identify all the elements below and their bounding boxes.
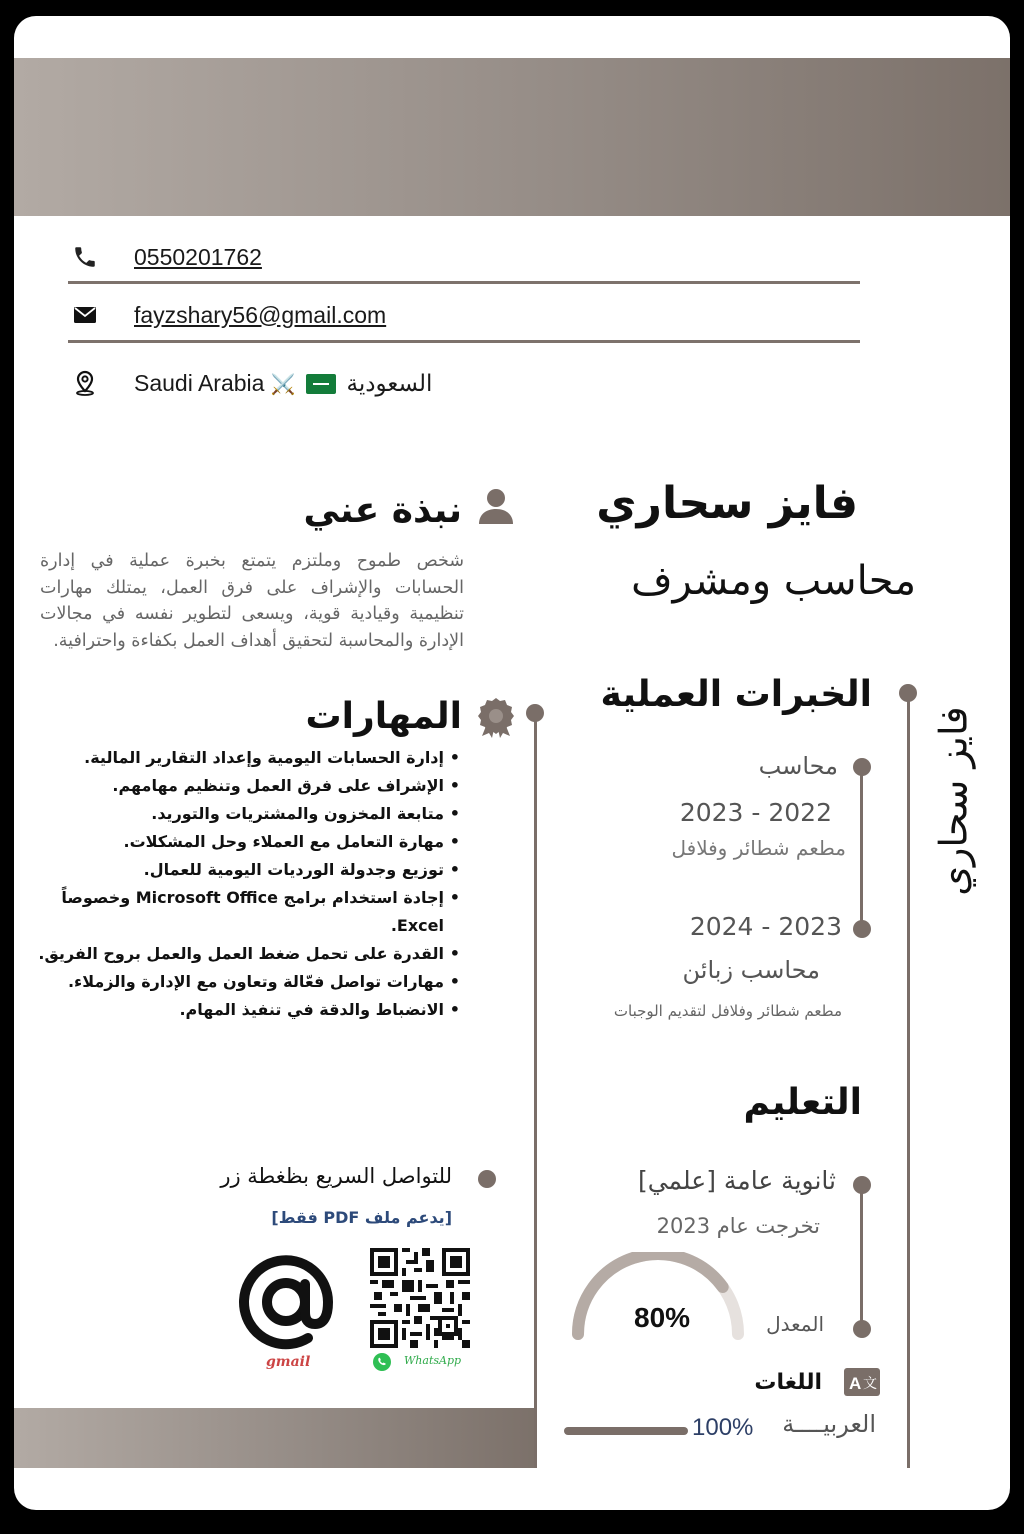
quick-contact-title: للتواصل السريع بظغطة زر <box>220 1164 452 1188</box>
signature <box>924 681 984 921</box>
job-title: محاسب ومشرف <box>631 558 916 604</box>
timeline-dot <box>478 1170 496 1188</box>
svg-text:A: A <box>849 1374 862 1393</box>
location-text <box>134 370 432 397</box>
experience-role: محاسب <box>758 752 838 780</box>
email-link[interactable]: fayzshary56@gmail.com <box>134 301 387 328</box>
swords-icon: ⚔️ <box>270 373 296 396</box>
skill-item: • توزيع وجدولة الورديات اليومية للعمال. <box>32 856 462 884</box>
gpa-value: 80% <box>634 1302 691 1333</box>
skill-item: • الإشراف على فرق العمل وتنظيم مهامهم. <box>32 772 462 800</box>
skill-item: • إجادة استخدام برامج Microsoft Office وخصوصاً Excel. <box>32 884 462 940</box>
about-title: نبذة عني <box>303 490 462 531</box>
skill-item: • مهارة التعامل مع العملاء وحل المشكلات. <box>32 828 462 856</box>
svg-text:文: 文 <box>863 1376 877 1392</box>
person-name: فايز سحاري <box>596 478 858 529</box>
experience-place: مطعم شطائر وفلافل لتقديم الوجبات <box>613 1002 842 1020</box>
saudi-flag-icon <box>306 374 336 394</box>
phone-row <box>70 242 262 272</box>
skill-item: • مهارات تواصل فعّالة وتعاون مع الإدارة والزملاء. <box>32 968 462 996</box>
email-row <box>70 300 386 330</box>
about-text: شخص طموح وملتزم يتمتع بخبرة عملية في إدارة الحسابات والإشراف على فرق العمل، يمتلك مهارات تنظيمية وقيادية قوية، ويسعى لتطوير نفسه في مجالات الإدارة والمحاسبة لتحقيق أهداف العمل بكفاءة واحترافية. <box>40 551 464 651</box>
location-ar: السعودية <box>346 369 433 396</box>
whatsapp-label: WhatsApp <box>404 1354 462 1367</box>
location-row <box>70 368 432 398</box>
timeline-dot <box>899 684 917 702</box>
experience-role: محاسب زبائن <box>682 956 820 984</box>
contact-divider <box>68 340 860 343</box>
skill-item: • الانضباط والدقة في تنفيذ المهام. <box>32 996 462 1024</box>
gmail-label: gmail <box>266 1354 311 1370</box>
skill-item: • إدارة الحسابات اليومية وإعداد التقارير المالية. <box>32 744 462 772</box>
header-band <box>14 58 1010 216</box>
footer-band <box>14 1408 534 1468</box>
language-level: 100% <box>692 1414 754 1441</box>
location-en: Saudi Arabia <box>134 369 265 396</box>
timeline-dot <box>853 920 871 938</box>
graduation-year: تخرجت عام 2023 <box>656 1214 820 1238</box>
phone-icon <box>70 242 100 272</box>
education-degree: ثانوية عامة [علمي] <box>637 1166 836 1195</box>
experience-place: مطعم شطائر وفلافل <box>671 836 846 860</box>
timeline-dot <box>526 704 544 722</box>
language-name: العربيــــة <box>782 1410 876 1438</box>
skill-item: • متابعة المخزون والمشتريات والتوريد. <box>32 800 462 828</box>
languages-title: اللغات <box>754 1370 822 1395</box>
timeline-dot <box>853 758 871 776</box>
gmail-at-icon[interactable] <box>238 1254 334 1350</box>
timeline-dot <box>853 1176 871 1194</box>
timeline-dot <box>853 1320 871 1338</box>
skill-item: • القدرة على تحمل ضغط العمل والعمل بروح الفريق. <box>32 940 462 968</box>
experience-years: 2023 - 2024 <box>689 912 842 941</box>
experience-title: الخبرات العملية <box>600 674 872 715</box>
resume-page <box>14 16 1010 1510</box>
whatsapp-qr-code[interactable] <box>370 1248 470 1348</box>
gpa-label: المعدل <box>766 1312 824 1336</box>
education-line <box>860 1186 863 1328</box>
skills-title: المهارات <box>305 696 462 737</box>
experience-years: 2022 - 2023 <box>679 798 832 827</box>
right-timeline-line <box>907 692 910 1468</box>
language-level-bar <box>564 1427 688 1435</box>
whatsapp-icon <box>372 1352 392 1376</box>
education-title: التعليم <box>743 1082 862 1123</box>
translate-icon <box>844 1368 880 1400</box>
award-icon <box>476 696 516 742</box>
contact-divider <box>68 281 860 284</box>
user-icon <box>476 486 516 530</box>
phone-link[interactable]: 0550201762 <box>134 243 262 270</box>
mail-icon <box>70 300 100 330</box>
pdf-note: [يدعم ملف PDF فقط] <box>271 1208 452 1227</box>
experience-line <box>860 768 863 928</box>
left-timeline-line <box>534 716 537 1468</box>
location-pin-icon <box>70 368 100 398</box>
skills-list <box>32 744 462 1024</box>
signature-text: فايز سحاري <box>932 706 976 896</box>
